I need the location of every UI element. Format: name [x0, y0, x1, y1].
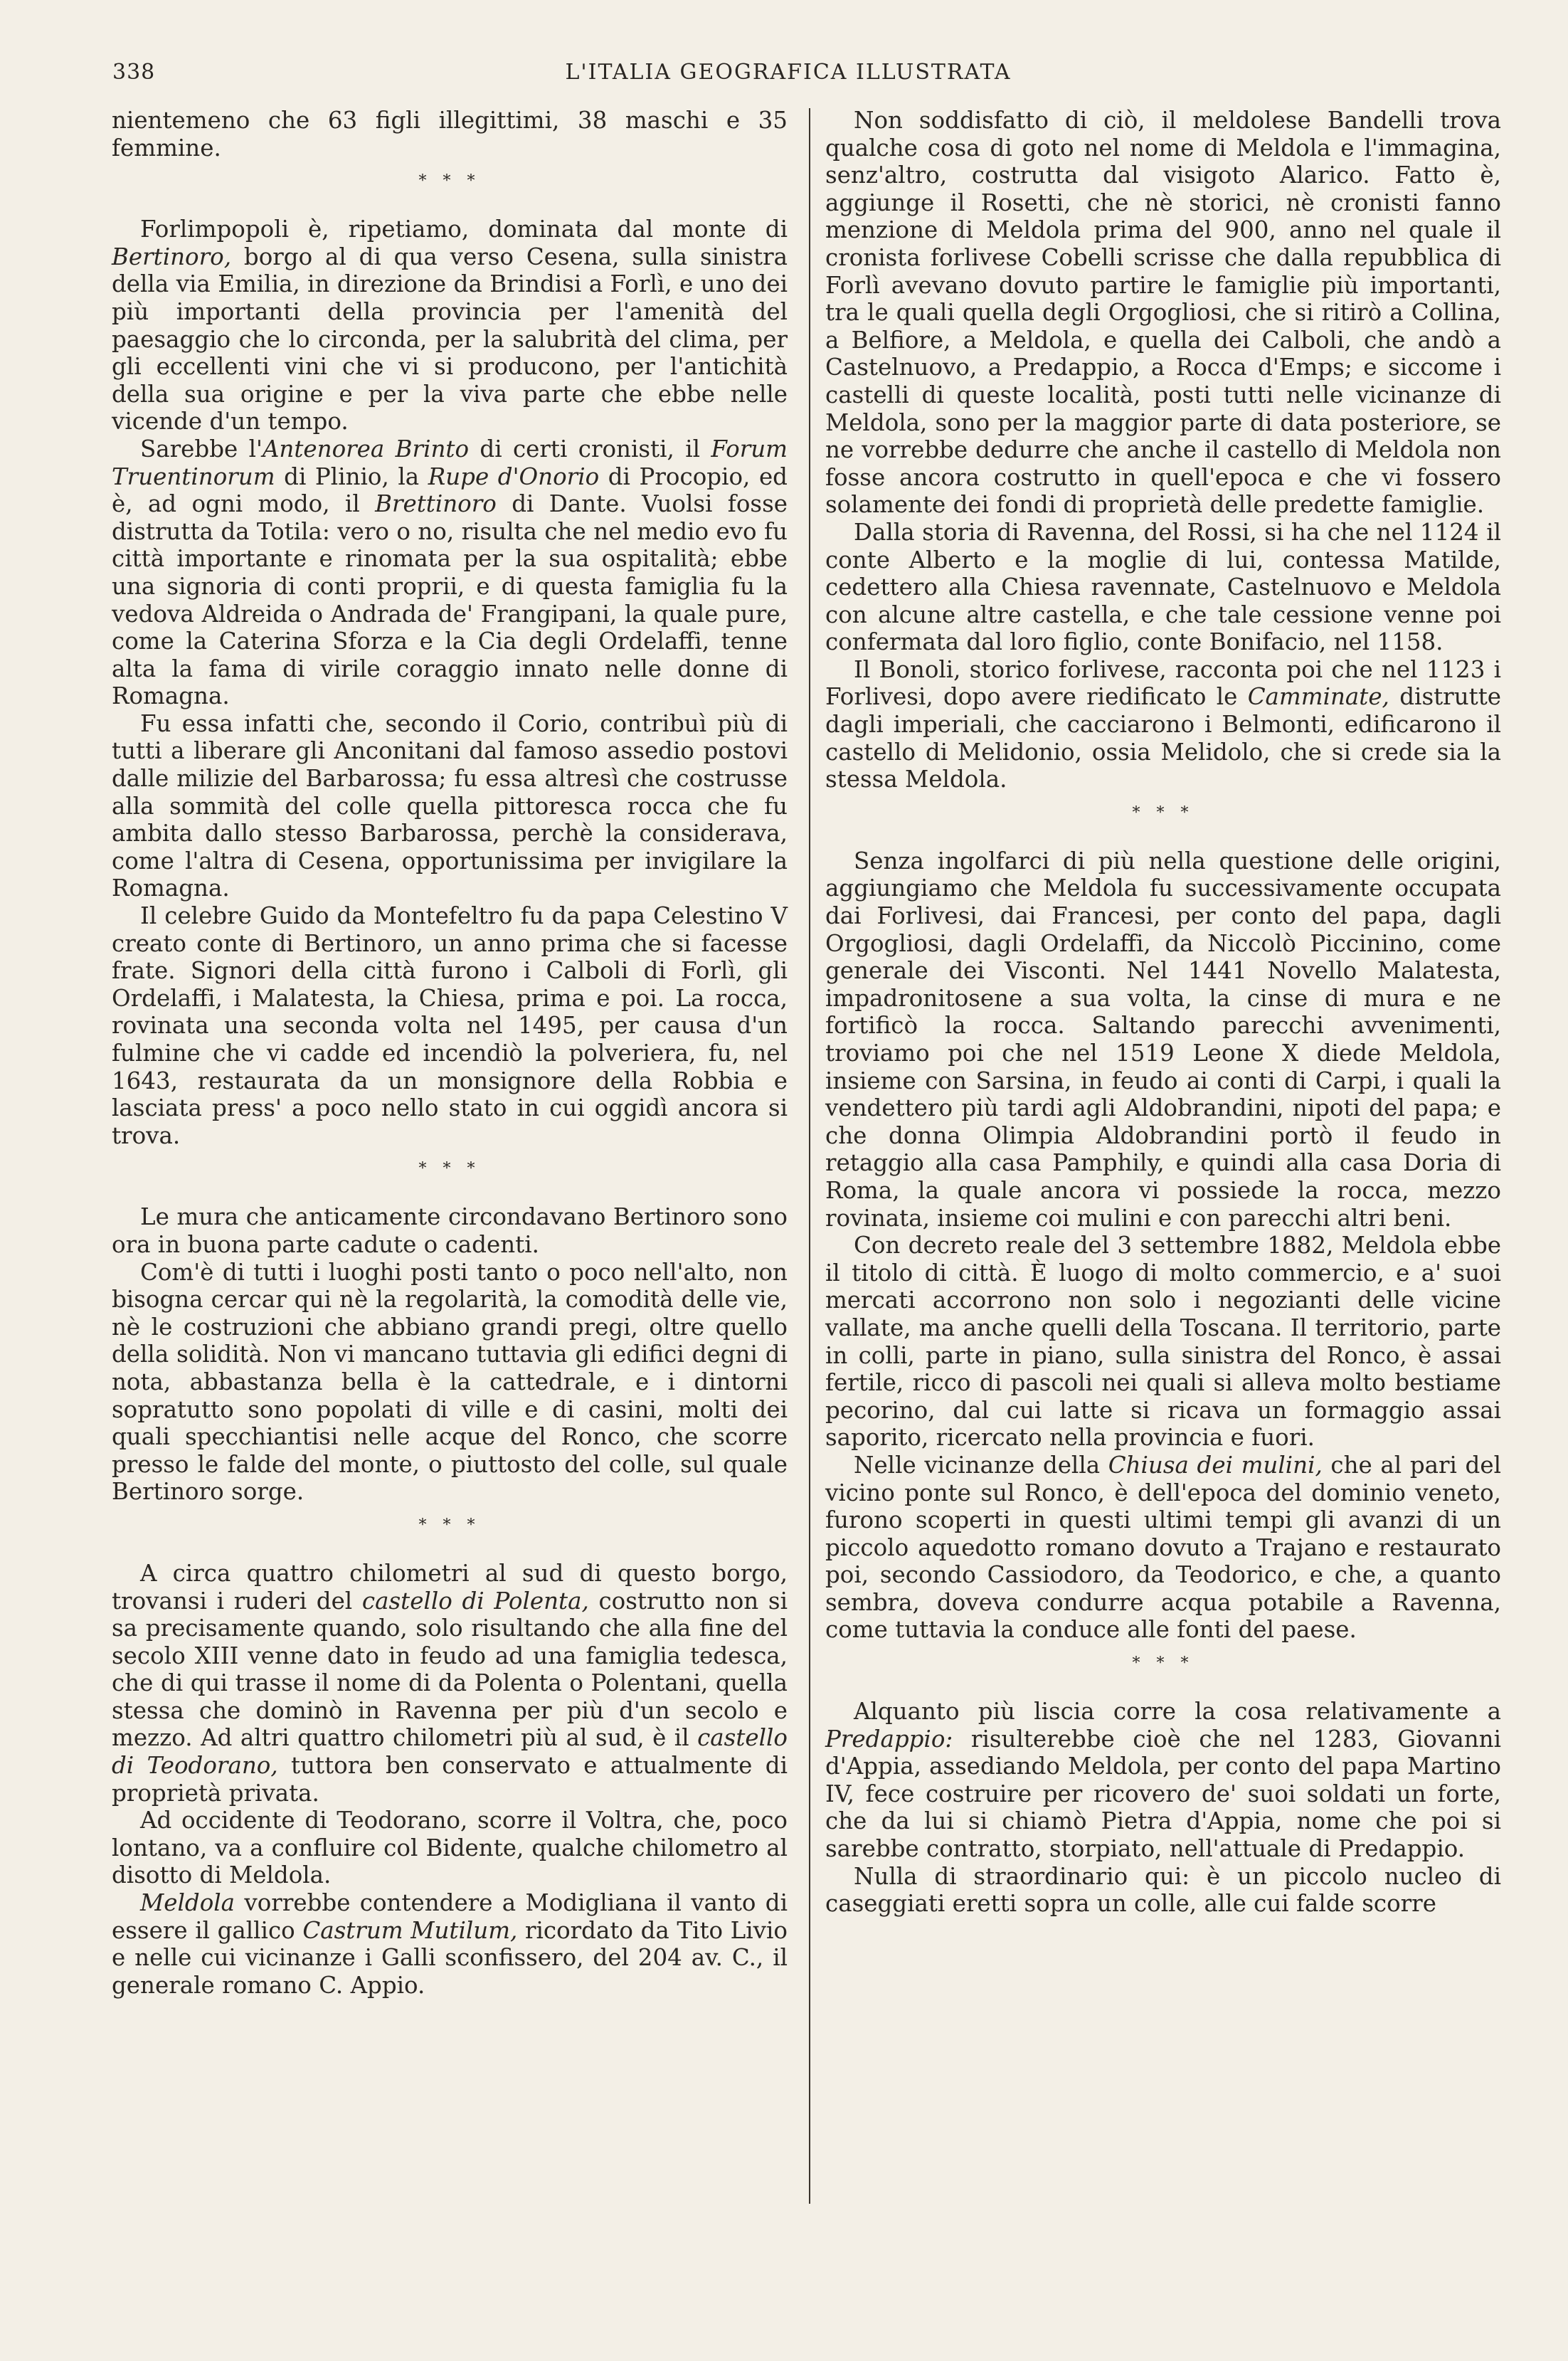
paragraph: Sarebbe l'Antenorea Brinto di certi cronisti, il Forum Truentinorum di Plinio, la Rupe d'Onorio di Procopio, ed è, ad ogni modo, il Brettinoro di Dante. Vuolsi fosse distrutta da Totila: vero o no, risulta che nel medio evo fu città importante e rinomata per la sua ospitalità; ebbe una signoria di conti proprii, e di questa famiglia fu la vedova Aldreida o Andrada de' Frangipani, la quale pure, come la Caterina Sforza e la Cia degli Ordelaffi, tenne alta la fama di virile coraggio innato nelle donne di Romagna. [112, 435, 788, 710]
page-number: 338 [112, 60, 156, 85]
paragraph: Forlimpopoli è, ripetiamo, dominata dal monte di Bertinoro, borgo al di qua verso Cesena, sulla sinistra della via Emilia, in direzione da Brindisi a Forlì, e uno dei più importanti della provincia per l'amenità del paesaggio che lo circonda, per la salubrità del clima, per gli eccellenti vini che vi si producono, per l'antichità della sua origine e per la viva parte che ebbe nelle vicende d'un tempo. [112, 216, 788, 435]
paragraph: Con decreto reale del 3 settembre 1882, Meldola ebbe il titolo di città. È luogo di molto commercio, e a' suoi mercati accorrono non solo i negozianti delle vicine vallate, ma anche quelli della Toscana. Il territorio, parte in colli, parte in piano, sulla sinistra del Ronco, è assai fertile, ricco di pascoli nei quali si alleva molto bestiame pecorino, dal cui latte si ricava un formaggio assai saporito, ricercato nella provincia e fuori. [825, 1232, 1501, 1452]
paragraph: nientemeno che 63 figli illegittimi, 38 maschi e 35 femmine. [112, 107, 788, 162]
paragraph: Alquanto più liscia corre la cosa relativamente a Predappio: risulterebbe cioè che nel 1283, Giovanni d'Appia, assediando Meldola, per conto del papa Martino IV, fece costruire per ricovero de' suoi soldati un forte, che da lui si chiamò Pietra d'Appia, nome che poi si sarebbe contratto, storpiato, nell'attuale di Predappio. [825, 1698, 1501, 1863]
paragraph: Nulla di straordinario qui: è un piccolo nucleo di caseggiati eretti sopra un colle, alle cui falde scorre [825, 1862, 1501, 1918]
paragraph: Senza ingolfarci di più nella questione delle origini, aggiungiamo che Meldola fu successivamente occupata dai Forlivesi, dai Francesi, per conto del papa, dagli Orgogliosi, dagli Ordelaffi, da Niccolò Piccinino, come generale dei Visconti. Nel 1441 Novello Malatesta, impadronitosene a sua volta, la cinse di mura e ne fortificò la rocca. Saltando parecchi avvenimenti, troviamo poi che nel 1519 Leone X diede Meldola, insieme con Sarsina, in feudo ai conti di Carpi, i quali la vendettero più tardi agli Aldobrandini, nipoti del papa; e che donna Olimpia Aldobrandini portò il feudo in retaggio alla casa Pamphily, e quindi alla casa Doria di Roma, la quale ancora vi possiede la rocca, mezzo rovinata, insieme coi mulini e con parecchi altri beni. [825, 847, 1501, 1232]
section-separator: * * * [1132, 803, 1194, 822]
paragraph: Fu essa infatti che, secondo il Corio, contribuì più di tutti a liberare gli Anconitani dal famoso assedio postovi dalle milizie del Barbarossa; fu essa altresì che costrusse alla sommità del colle quella pittoresca rocca che fu ambita dallo stesso Barbarossa, perchè la considerava, come l'altra di Cesena, opportunissima per invigilare la Romagna. [112, 709, 788, 902]
paragraph: A circa quattro chilometri al sud di questo borgo, trovansi i ruderi del castello di Polenta, costrutto non si sa precisamente quando, solo risultando che alla fine del secolo XIII venne dato in feudo ad una famiglia tedesca, che di qui trasse il nome di da Polenta o Polentani, quella stessa che dominò in Ravenna per più d'un secolo e mezzo. Ad altri quattro chilometri più al sud, è il castello di Teodorano, tuttora ben conservato e attualmente di proprietà privata. [112, 1559, 788, 1807]
paragraph: Meldola vorrebbe contendere a Modigliana il vanto di essere il gallico Castrum Mutilum, ricordato da Tito Livio e nelle cui vicinanze i Galli sconfissero, del 204 av. C., il generale romano C. Appio. [112, 1889, 788, 1999]
paragraph: Il Bonoli, storico forlivese, racconta poi che nel 1123 i Forlivesi, dopo avere riedificato le Camminate, distrutte dagli imperiali, che cacciarono i Belmonti, edificarono il castello di Melidonio, ossia Melidolo, che si crede sia la stessa Meldola. [825, 655, 1501, 793]
column-divider [809, 108, 810, 2204]
paragraph: Le mura che anticamente circondavano Bertinoro sono ora in buona parte cadute o cadenti. [112, 1203, 788, 1258]
paragraph: Nelle vicinanze della Chiusa dei mulini, che al pari del vicino ponte sul Ronco, è dell'epoca del dominio veneto, furono scoperti in questi ultimi tempi gli avanzi di un piccolo aquedotto romano dovuto a Trajano e restaurato poi, secondo Cassiodoro, da Teodorico, e che, a quanto sembra, doveva condurre acqua potabile a Ravenna, come tuttavia la conduce alle fonti del paese. [825, 1451, 1501, 1644]
section-separator: * * * [418, 172, 481, 191]
section-separator: * * * [418, 1160, 481, 1178]
paragraph: Dalla storia di Ravenna, del Rossi, si ha che nel 1124 il conte Alberto e la moglie di lui, contessa Matilde, cedettero alla Chiesa ravennate, Castelnuovo e Meldola con alcune altre castella, e che tale cessione venne poi confermata dal loro figlio, conte Bonifacio, nel 1158. [825, 518, 1501, 656]
running-title: L'ITALIA GEOGRAFICA ILLUSTRATA [565, 60, 1012, 85]
paragraph: Il celebre Guido da Montefeltro fu da papa Celestino V creato conte di Bertinoro, un anno prima che si facesse frate. Signori della città furono i Calboli di Forlì, gli Ordelaffi, i Malatesta, la Chiesa, prima e poi. La rocca, rovinata una seconda volta nel 1495, per causa d'un fulmine che vi cadde ed incendiò la polveriera, fu, nel 1643, restaurata da un monsignore della Robbia e lasciata press' a poco nello stato in cui oggidì ancora si trova. [112, 902, 788, 1149]
section-separator: * * * [418, 1516, 481, 1534]
page-header [112, 60, 1464, 95]
paragraph: Ad occidente di Teodorano, scorre il Voltra, che, poco lontano, va a confluire col Bidente, qualche chilometro al disotto di Meldola. [112, 1807, 788, 1889]
paragraph: Com'è di tutti i luoghi posti tanto o poco nell'alto, non bisogna cercar qui nè la regolarità, la comodità delle vie, nè le costruzioni che abbiano grandi pregi, oltre quello della solidità. Non vi mancano tuttavia gli edifici degni di nota, abbastanza bella è la cattedrale, e i dintorni sopratutto sono popolati di ville e di casini, molti dei quali specchiantisi nelle acque del Ronco, che scorre presso le falde del monte, o piuttosto del colle, sul quale Bertinoro sorge. [112, 1258, 788, 1506]
left-column [112, 107, 788, 1999]
right-column [825, 107, 1501, 1918]
paragraph: Non soddisfatto di ciò, il meldolese Bandelli trova qualche cosa di goto nel nome di Meldola e l'immagina, senz'altro, costrutta dal visigoto Alarico. Fatto è, aggiunge il Rosetti, che nè storici, nè cronisti fanno menzione di Meldola prima del 900, anno nel quale il cronista forlivese Cobelli scrisse che dalla repubblica di Forlì avevano dovuto partire le famiglie più importanti, tra le quali quella degli Orgogliosi, che si ritirò a Collina, a Belfiore, a Meldola, e quella dei Calboli, che andò a Castelnuovo, a Predappio, a Rocca d'Emps; e siccome i castelli di queste località, posti tutti nelle vicinanze di Meldola, sono per la maggior parte di data posteriore, se ne vorrebbe dedurre che anche il castello di Meldola non fosse ancora costrutto in quell'epoca e che vi fossero solamente dei fondi di proprietà delle predette famiglie. [825, 107, 1501, 519]
section-separator: * * * [1132, 1654, 1194, 1673]
